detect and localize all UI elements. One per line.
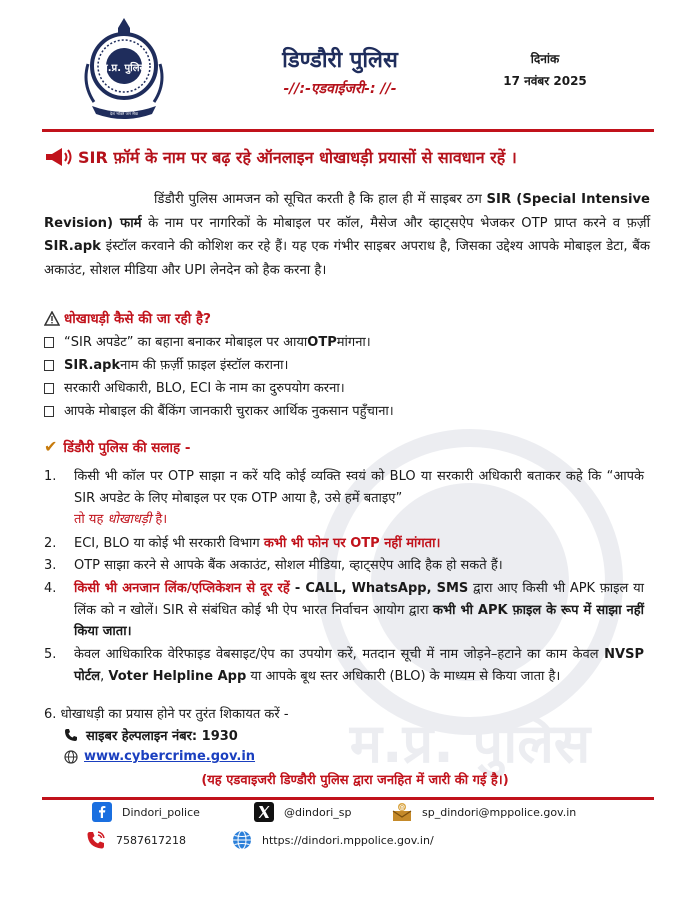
item-body	[74, 466, 644, 533]
public-interest-note: (यह एडवाइजरी डिण्डौरी पुलिस द्वारा जनहित में जारी की गई है।)	[201, 773, 509, 788]
globe-icon	[64, 750, 78, 764]
divider-top	[42, 129, 654, 132]
item-bold: SIR.apk	[64, 358, 121, 373]
helpline	[64, 726, 238, 744]
logo-ribbon-text: देश भक्ति जन सेवा	[109, 111, 139, 116]
facebook-handle: Dindori_police	[122, 805, 200, 819]
watermark-text: म.प्र. पुलिस	[349, 712, 591, 775]
helpline-text: साइबर हेल्पलाइन नंबर: 1930	[86, 729, 238, 744]
mail-icon	[392, 802, 412, 822]
list-item	[44, 555, 644, 578]
intro-text-2: के नाम पर नागरिकों के मोबाइल पर कॉल, मैसेज और व्हाट्सऐप भेजकर OTP प्राप्त करने व फ़र्ज़ी	[141, 215, 650, 231]
advice-list	[44, 466, 644, 708]
complaint-line: 6. धोखाधड़ी का प्रयास होने पर तुरंत शिकायत करें -	[44, 707, 289, 722]
intro-paragraph	[44, 188, 650, 282]
item-text: OTP साझा करने से आपके बैंक अकाउंट, सोशल मीडिया, व्हाट्सऐप आदि हैक हो सकते हैं।	[74, 558, 503, 573]
list-item	[44, 354, 644, 377]
item-body	[74, 533, 644, 555]
item-number: 1.	[44, 469, 57, 484]
item-number: 5.	[44, 647, 57, 662]
item-text-red: कभी भी फोन पर OTP नहीं मांगता।	[263, 536, 441, 551]
fraud-section-title	[44, 309, 211, 327]
footer-email[interactable]	[392, 802, 576, 822]
advice-section-title	[44, 437, 191, 456]
list-item	[44, 377, 644, 400]
item-number: 4.	[44, 581, 57, 596]
item-text-red-italic: धोखाधड़ी	[107, 512, 152, 527]
item-text: ECI, BLO या कोई भी सरकारी विभाग	[74, 536, 264, 551]
divider-bottom	[42, 797, 654, 800]
list-item	[44, 331, 644, 354]
website-url: https://dindori.mppolice.gov.in/	[262, 833, 434, 847]
headline-text: SIR फ़ॉर्म के नाम पर बढ़ रहे ऑनलाइन धोखाधड़ी प्रयासों से सावधान रहें ।	[78, 148, 517, 167]
footer-facebook[interactable]	[92, 802, 200, 822]
date-value: 17 नवंबर 2025	[503, 74, 587, 88]
item-bold: - CALL, WhatsApp, SMS	[289, 581, 469, 596]
item-text: मांगना।	[336, 335, 371, 350]
megaphone-icon	[44, 146, 72, 168]
item-text: आपके मोबाइल की बैंकिंग जानकारी चुराकर आर्थिक नुकसान पहुँचाना।	[64, 404, 394, 419]
list-item	[44, 466, 644, 533]
phone-number: 7587617218	[116, 833, 186, 847]
checkbox-icon	[44, 360, 54, 371]
list-item	[44, 533, 644, 555]
date-label: दिनांक	[530, 52, 560, 66]
advisory-subtitle: -//:-एडवाईजरी-: //-	[283, 81, 397, 97]
item-body	[74, 578, 644, 644]
warning-icon	[44, 311, 60, 326]
email-address: sp_dindori@mppolice.gov.in	[422, 805, 577, 819]
item-text: ,	[100, 668, 109, 684]
item-text: या आपके बूथ स्तर अधिकारी (BLO) के माध्यम से किया जाता है।	[246, 668, 561, 684]
item-text: नाम की फ़र्ज़ी फ़ाइल इंस्टॉल कराना।	[120, 358, 289, 373]
advice-title-text: डिंडौरी पुलिस की सलाह -	[63, 439, 191, 456]
fraud-title-text: धोखाधड़ी कैसे की जा रही है?	[64, 311, 211, 327]
cybercrime-website	[64, 749, 255, 764]
item-text: केवल आधिकारिक वेरिफाइड वेबसाइट/ऐप का उपयोग करें, मतदान सूची में नाम जोड़ने–हटाने का काम केवल	[74, 647, 605, 662]
item-bold: OTP	[307, 335, 337, 350]
footer-website[interactable]	[232, 830, 434, 850]
item-bold: Voter Helpline App	[108, 668, 247, 684]
intro-bold-2: SIR.apk	[44, 239, 101, 254]
fraud-list	[44, 331, 644, 423]
checkbox-icon	[44, 337, 54, 348]
item-bold: NVSP पोर्टल	[74, 647, 644, 684]
item-body	[74, 644, 644, 708]
footer-twitter[interactable]	[254, 802, 352, 822]
phone-icon	[86, 830, 106, 850]
item-text: सरकारी अधिकारी, BLO, ECI के नाम का दुरुपयोग करना।	[64, 381, 345, 396]
cybercrime-link[interactable]: www.cybercrime.gov.in	[84, 749, 256, 764]
checkbox-icon	[44, 383, 54, 394]
item-text-red: किसी भी अनजान लिंक/एप्लिकेशन से दूर रहें	[74, 581, 290, 596]
logo-text: म.प्र. पुलिस	[101, 63, 147, 74]
item-number: 3.	[44, 558, 57, 573]
x-twitter-icon	[254, 802, 274, 822]
page-title: डिण्डौरी पुलिस	[282, 48, 398, 73]
facebook-icon	[92, 802, 112, 822]
list-item	[44, 400, 644, 423]
checkbox-icon	[44, 406, 54, 417]
item-text-red: है।	[151, 512, 168, 527]
intro-text-3: इंस्टॉल करवाने की कोशिश कर रहे हैं। यह एक गंभीर साइबर अपराध है, जिसका उद्देश्य आपके मोबाइल डेटा, बैंक अकाउंट, सोशल मीडिया और UPI लेनदेन को हैक करना है।	[44, 239, 650, 278]
checkmark-icon: ✔	[44, 437, 58, 456]
phone-icon	[64, 728, 78, 742]
item-number: 2.	[44, 536, 57, 551]
list-item	[44, 644, 644, 708]
intro-bold-1: SIR (Special Intensive Revision) फार्म	[44, 192, 650, 231]
item-text: किसी भी कॉल पर OTP साझा न करें यदि कोई व्यक्ति स्वयं को BLO या सरकारी अधिकारी बताकर कहे कि “आपके SIR अपडेट के लिए मोबाइल पर एक OTP आया है, उसे हमें बताइए”	[74, 469, 644, 506]
globe-icon	[232, 830, 252, 850]
twitter-handle: @dindori_sp	[284, 805, 352, 819]
headline	[44, 146, 654, 168]
item-text: द्वारा आए किसी भी APK फ़ाइल या लिंक को न खोलें। SIR से संबंधित कोई भी ऐप भारत निर्वाचन आयोग द्वारा	[74, 581, 644, 618]
item-bold: कभी भी APK फ़ाइल के रूप में साझा नहीं किया जाता।	[74, 602, 645, 639]
list-item	[44, 578, 644, 644]
item-text: “SIR अपडेट” का बहाना बनाकर मोबाइल पर आया	[64, 335, 308, 350]
intro-text-1: डिंडौरी पुलिस आमजन को सूचित करती है कि हाल ही में साइबर ठग	[154, 192, 487, 207]
footer-phone[interactable]	[86, 830, 186, 850]
svg-text:@: @	[399, 804, 405, 811]
item-text-red: तो यह	[74, 512, 108, 527]
police-emblem-icon	[78, 14, 170, 122]
